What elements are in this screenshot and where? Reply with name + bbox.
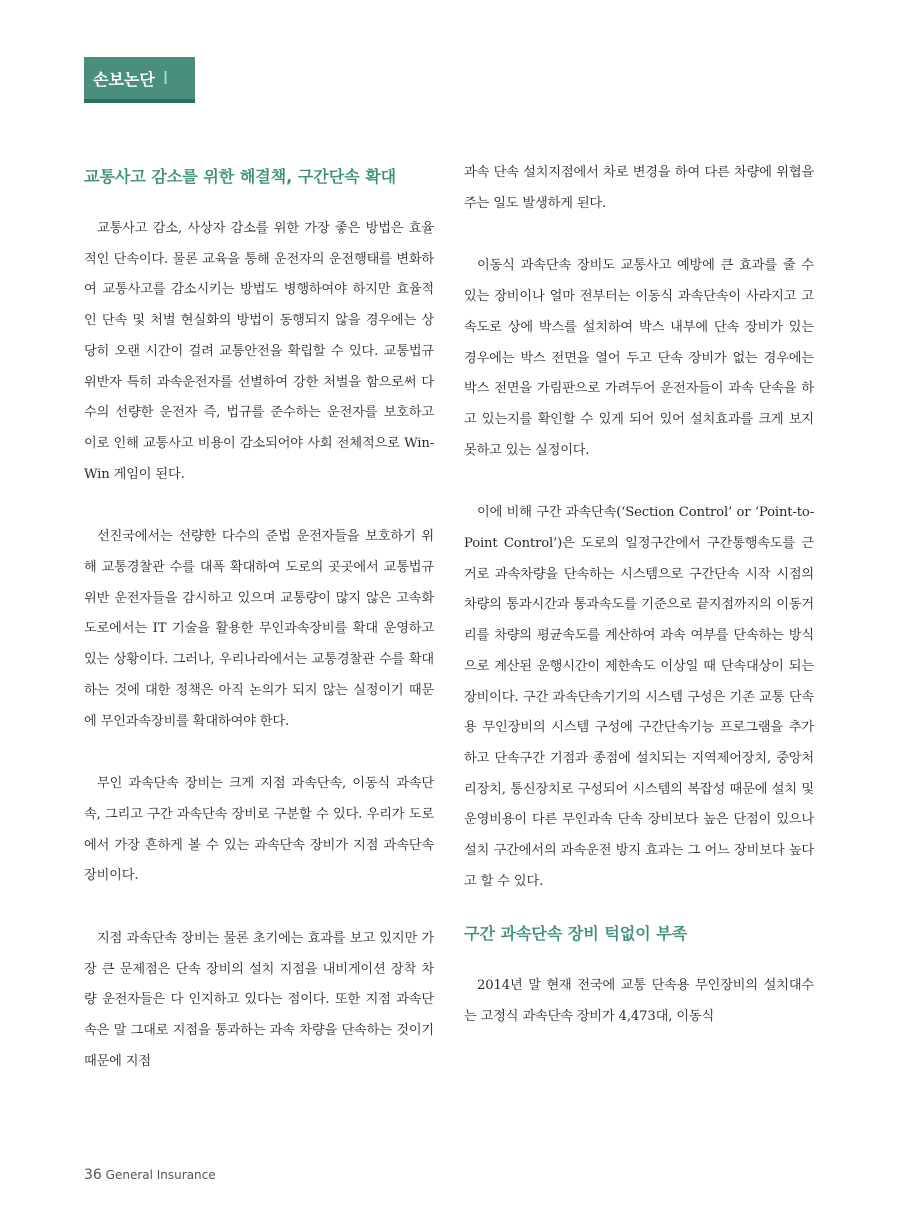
section-heading-1: 교통사고 감소를 위한 해결책, 구간단속 확대 [84,167,397,186]
paragraph: 교통사고 감소, 사상자 감소를 위한 가장 좋은 방법은 효율적인 단속이다. 물론 교육을 통해 운전자의 운전행태를 변화하여 교통사고를 감소시키는 방법도 병행하여야 하지만 효율적인 단속 및 처벌 현실화의 방법이 동행되지 않을 경우에는 상당히 오랜 시간이 걸려 교통안전을 확립할 수 있다. 교통법규 위반자 특히 과속운전자를 선별하여 강한 처벌을 함으로써 다수의 선량한 운전자 즉, 법규를 준수하는 운전자를 보호하고 이로 인해 교통사고 비용이 감소되어야 사회 전체적으로 Win-Win 게임이 된다. [84,221,434,482]
paragraph: 선진국에서는 선량한 다수의 준법 운전자들을 보호하기 위해 교통경찰관 수를 대폭 확대하여 도로의 곳곳에서 교통법규 위반 운전자들을 감시하고 있으며 교통량이 많지 않은 고속화도로에서는 IT 기술을 활용한 무인과속장비를 확대 운영하고 있는 상황이다. 그러나, 우리나라에서는 교통경찰관 수를 확대하는 것에 대한 정책은 아직 논의가 되지 않는 실정이기 때문에 무인과속장비를 확대하여야 한다. [84,529,434,729]
section-heading-2: 구간 과속단속 장비 턱없이 부족 [464,924,688,944]
right-column [464,158,814,1033]
paragraph: 이동식 과속단속 장비도 교통사고 예방에 큰 효과를 줄 수 있는 장비이나 얼마 전부터는 이동식 과속단속이 사라지고 고속도로 상에 박스를 설치하여 박스 내부에 단속 장비가 있는 경우에는 박스 전면을 열어 두고 단속 장비가 없는 경우에는 박스 전면을 가림판으로 가려두어 운전자들이 과속 단속을 하고 있는지를 확인할 수 있게 되어 있어 설치효과를 크게 보지 못하고 있는 실정이다. [464,258,814,458]
paragraph: 이에 비해 구간 과속단속(‘Section Control’ or ‘Point-to-Point Control’)은 도로의 일정구간에서 구간통행속도를 근거로 과속차량을 단속하는 시스템으로 구간단속 시작 시점의 차량의 통과시간과 통과속도를 기준으로 끝지점까지의 이동거리를 차량의 평균속도를 계산하여 과속 여부를 단속하는 방식으로 계산된 운행시간이 제한속도 이상일 때 단속대상이 되는 장비이다. 구간 과속단속기기의 시스템 구성은 기존 교통 단속용 무인장비의 시스템 구성에 구간단속기능 프로그램을 추가하고 단속구간 기점과 종점에 설치되는 지역제어장치, 중앙처리장치, 통신장치로 구성되어 시스템의 복잡성 때문에 설치 및 운영비용이 다른 무인과속 단속 장비보다 높은 단점이 있으나 설치 구간에서의 과속운전 방지 효과는 그 어느 장비보다 높다고 할 수 있다. [464,505,814,889]
section-badge [84,57,195,103]
paragraph: 2014년 말 현재 전국에 교통 단속용 무인장비의 설치대수는 고정식 과속단속 장비가 4,473대, 이동식 [464,978,814,1025]
paragraph: 지점 과속단속 장비는 물론 초기에는 효과를 보고 있지만 가장 큰 문제점은 단속 장비의 설치 지점을 내비게이션 장착 차량 운전자들은 다 인지하고 있다는 점이다. 또한 지점 과속단속은 말 그대로 지점을 통과하는 과속 차량을 단속하는 것이기 때문에 지점 [84,931,434,1069]
paragraph: 무인 과속단속 장비는 크게 지점 과속단속, 이동식 과속단속, 그리고 구간 과속단속 장비로 구분할 수 있다. 우리가 도로에서 가장 흔하게 볼 수 있는 과속단속 장비가 지점 과속단속 장비이다. [84,776,434,884]
left-column [84,158,434,1078]
publication-name: General Insurance [105,1168,216,1182]
section-badge-mark: Ⅰ [162,67,169,89]
section-badge-label: 손보논단 [93,69,155,89]
paragraph-continued: 과속 단속 설치지점에서 차로 변경을 하여 다른 차량에 위협을 주는 일도 발생하게 된다. [464,165,814,211]
page-footer [84,1167,216,1183]
page-number: 36 [84,1167,102,1183]
